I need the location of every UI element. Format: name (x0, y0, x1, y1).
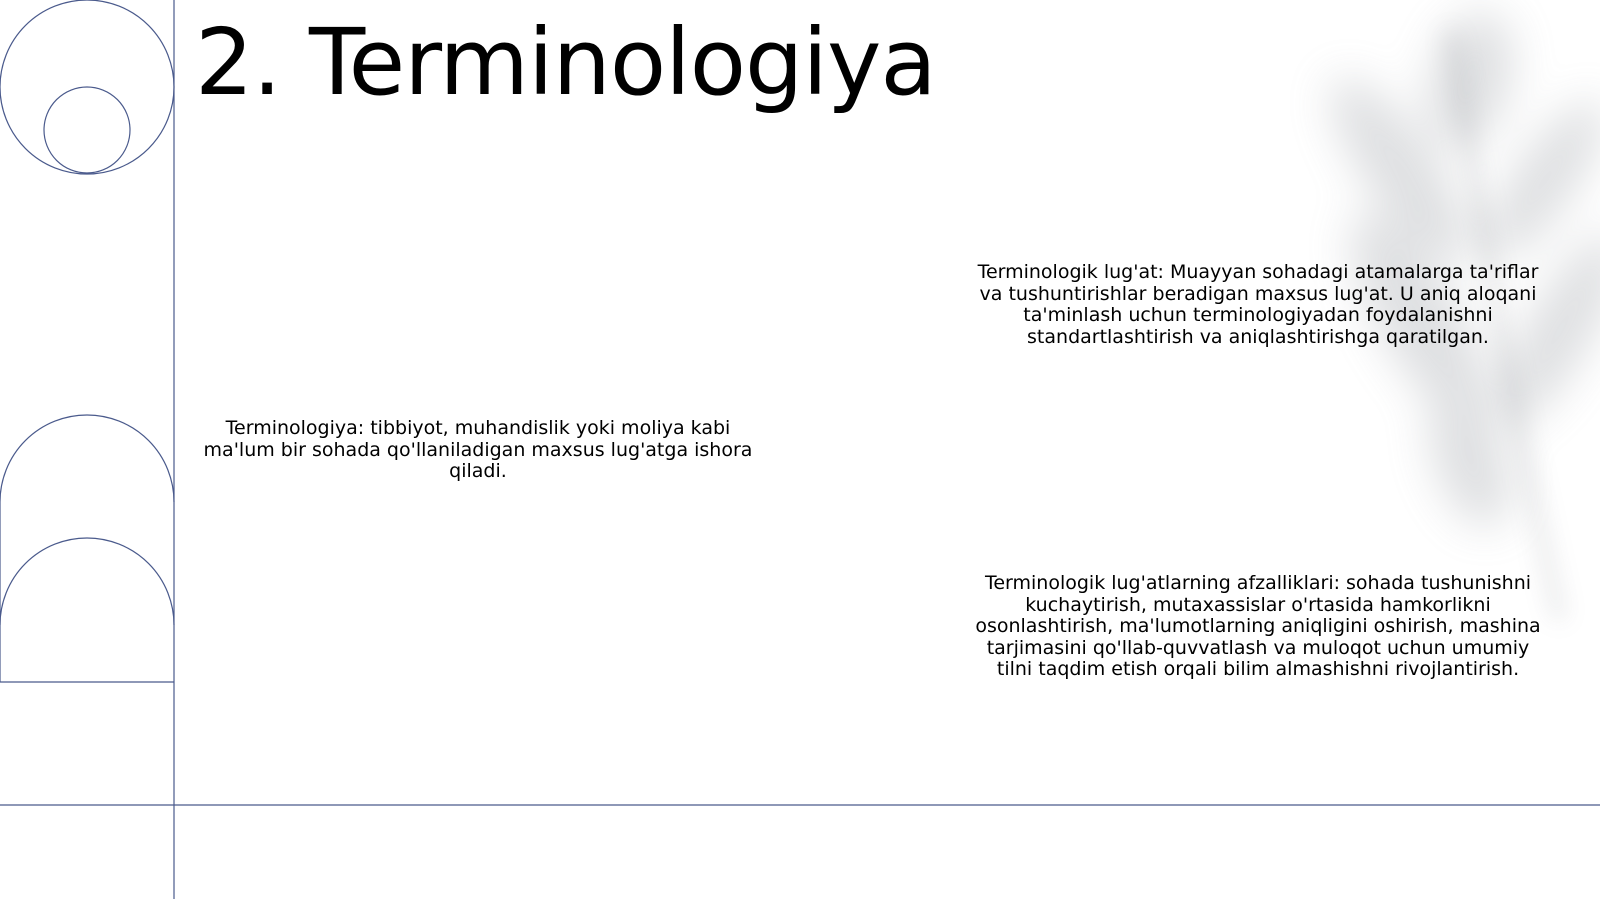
dictionary-benefits-text: Terminologik lug'atlarning afzalliklari: sohada tushunishni kuchaytirish, mutaxassislar o'rtasida hamkorlikni osonlashtirish, ma'lumotlarning aniqligini oshirish, mashina tarjimasini qo'llab-quvvatlash va muloqot uchun umumiy tilni taqdim etish orqali bilim almashishni rivojlantirish. (975, 572, 1541, 680)
slide-title: 2. Terminologiya (195, 9, 936, 116)
terminological-dictionary-text: Terminologik lug'at: Muayyan sohadagi atamalarga ta'riflar va tushuntirishlar beradigan maxsus lug'at. U aniq aloqani ta'minlash uchun terminologiyadan foydalanishni standartlashtirish va aniqlashtirishga qaratilgan. (977, 261, 1539, 348)
terminology-definition-text: Terminologiya: tibbiyot, muhandislik yoki moliya kabi ma'lum bir sohada qo'llaniladigan maxsus lug'atga ishora qiladi. (203, 417, 753, 482)
